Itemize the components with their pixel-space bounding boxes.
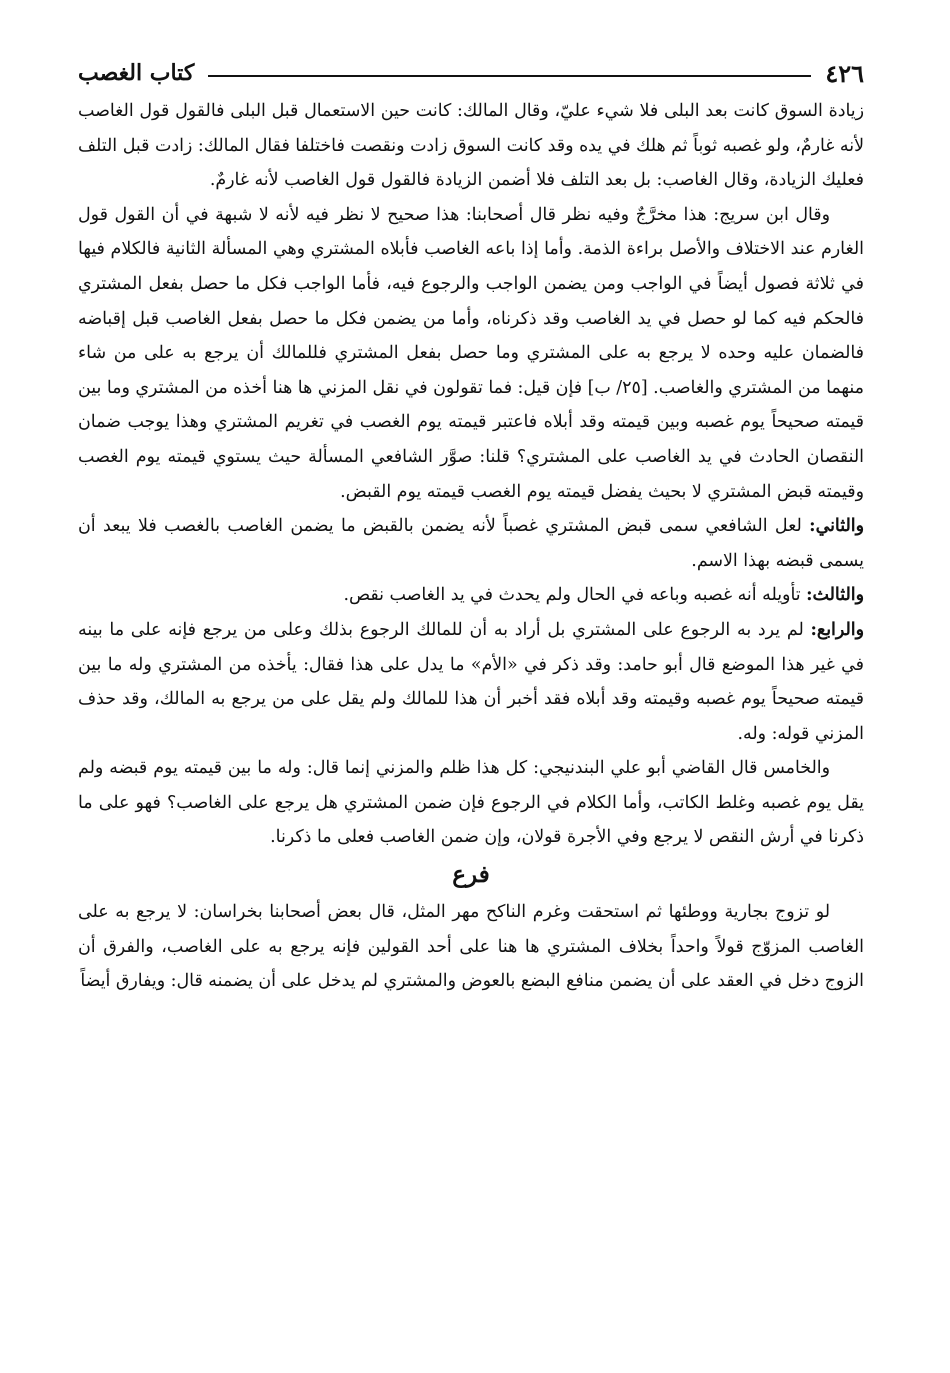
paragraph-6: والخامس قال القاضي أبو علي البندنيجي: كل هذا ظلم والمزني إنما قال: وله ما بين قيمته يوم قبضه ولم يقل يوم غصبه وغلط الكاتب، وأما الكلام في الرجوع فإن ضمن المشتري هل يرجع على الغاصب؟ فهو على ما ذكرنا في أرش النقص لا يرجع وفي الأجرة قولان، وإن ضمن الغاصب فعلى ما ذكرنا. [78, 758, 864, 848]
header-rule [208, 75, 811, 77]
paragraph-1: زيادة السوق كانت بعد البلى فلا شيء عليّ، وقال المالك: كانت حين الاستعمال قبل البلى فالقول قول الغاصب لأنه غارمٌ، ولو غصبه ثوباً ثم هلك في يده وقد كانت السوق زادت ونقصت فاختلفا فقال المالك: زادت قبل التلف فعليك الزيادة، وقال الغاصب: بل بعد التلف فلا أضمن الزيادة فالقول قول الغاصب لأنه غارمٌ. [78, 101, 864, 191]
paragraph-4 [78, 578, 864, 613]
chapter-title: كتاب الغصب [78, 60, 195, 86]
paragraph-5-text: لم يرد به الرجوع على المشتري بل أراد به أن للمالك الرجوع بذلك وعلى من يرجع فإنه على ما بينه في غير هذا الموضع قال أبو حامد: وقد ذكر في «الأم» ما يدل على هذا فقال: يأخذه من المشتري وله ما بين قيمته صحيحاً يوم غصبه وقيمته وقد أبلاه فقد أخبر أن هذا للمالك ولم يقل على من يرجع به المالك، وقد حذف المزني قوله: وله. [78, 619, 864, 744]
running-header [78, 56, 864, 90]
paragraph-7: لو تزوج بجارية ووطئها ثم استحقت وغرم الناكح مهر المثل، قال بعض أصحابنا بخراسان: لا يرجع به على الغاصب المزوّج قولاً واحداً بخلاف المشتري ها هنا على أحد القولين فإنه يرجع به على الغاصب، والفرق أن الزوج دخل في العقد على أن يضمن منافع البضع بالعوض والمشتري لم يدخل على أن يضمنه قال: ويفارق أيضاً [78, 902, 864, 992]
paragraph-3 [78, 509, 864, 578]
page-number: ٤٢٦ [825, 58, 864, 88]
paragraph-4-text: تأويله أنه غصبه وباعه في الحال ولم يحدث في يد الغاصب نقص. [343, 585, 807, 606]
paragraph-4-lead: والثالث: [806, 585, 864, 606]
section-heading: فرع [452, 861, 490, 889]
paragraph-2: وقال ابن سريج: هذا مخرَّجٌ وفيه نظر قال أصحابنا: هذا صحيح لا نظر فيه لأنه لا شبهة في أن القول قول الغارم عند الاختلاف والأصل براءة الذمة. وأما إذا باعه الغاصب فأبلاه المشتري وهي المسألة الثانية فالكلام فيها في ثلاثة فصول أيضاً في الواجب ومن يضمن الواجب والرجوع فيه، فأما الواجب فكل ما حصل بفعل المشتري فالحكم فيه كما لو حصل في يد الغاصب وقد ذكرناه، وأما من يضمن فكل ما حصل بفعل الغاصب قبل إقباضه فالضمان عليه وحده لا يرجع به على المشتري وما حصل بفعل المشتري فللمالك أن يرجع به على من شاء منهما من المشتري والغاصب. [٢٥/ ب] فإن قيل: فما تقولون في نقل المزني ها هنا أخذه من المشتري وما بين قيمته صحيحاً يوم غصبه وبين قيمته وقد أبلاه فاعتبر قيمته يوم الغصب في تغريم المشتري وهذا يوجب ضمان النقصان الحادث في يد الغاصب على المشتري؟ قلنا: صوَّر الشافعي المسألة حيث يستوي قيمته يوم الغصب وقيمته قبض المشتري لا بحيث يفضل قيمته يوم الغصب قيمته يوم القبض. [78, 204, 864, 502]
book-page [78, 56, 864, 999]
paragraph-3-text: لعل الشافعي سمى قبض المشتري غصباً لأنه يضمن بالقبض ما يضمن الغاصب بالغصب فلا يبعد أن يسمى قبضه بهذا الاسم. [78, 516, 864, 571]
paragraph-5-lead: والرابع: [810, 619, 864, 640]
main-text [78, 94, 864, 999]
paragraph-3-lead: والثاني: [809, 516, 864, 537]
paragraph-5 [78, 613, 864, 751]
